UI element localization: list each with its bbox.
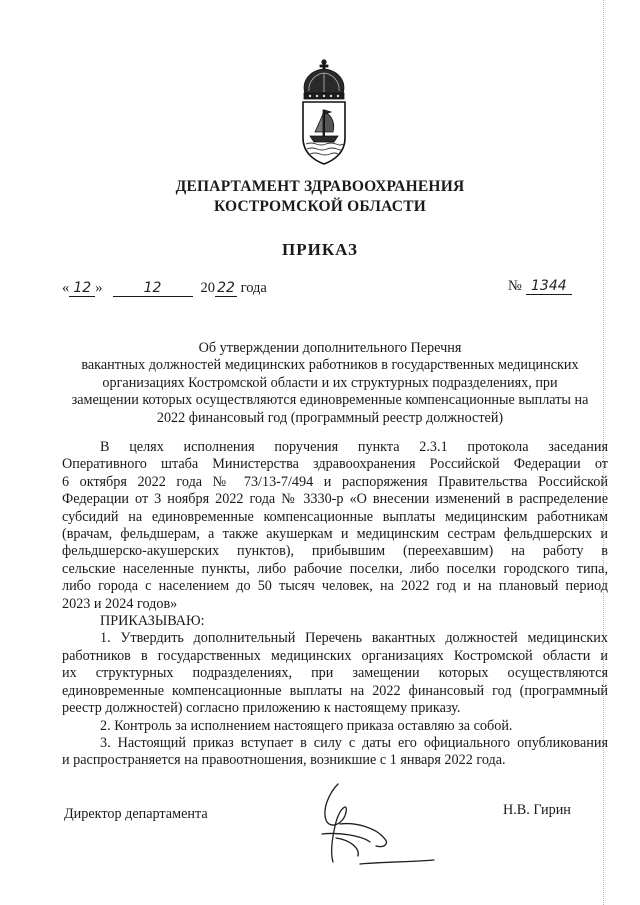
- handwritten-month: 12: [113, 281, 193, 297]
- subject-line: замещении которых осуществляются единовременные компенсационные выплаты на: [71, 392, 589, 409]
- handwritten-day: 12: [69, 281, 95, 297]
- signatory-position: Директор департамента: [64, 806, 208, 822]
- document-type-title: ПРИКАЗ: [282, 240, 358, 259]
- order-item-3: [62, 735, 608, 770]
- item-line: и распространяется на правоотношения, возникшие с 1 января 2022 года.: [62, 752, 506, 769]
- preamble-line: либо города с населением до 50 тысяч человек, на 2022 год и на плановый период: [62, 578, 608, 595]
- order-subject: [62, 340, 598, 427]
- item-line: 1. Утвердить дополнительный Перечень вакантных должностей медицинских: [100, 630, 608, 647]
- order-item-1: [62, 630, 608, 717]
- preamble-line: В целях исполнения поручения пункта 2.3.1 протокола заседания: [100, 439, 608, 455]
- subject-line: 2022 финансовый год (программный реестр должностей): [156, 409, 504, 426]
- item-line: единовременные компенсационные выплаты на 2022 финансовый год (программный: [62, 682, 608, 699]
- order-body: [62, 439, 608, 770]
- preamble-line: сельские населенные пункты, либо рабочие поселки, либо поселки городского типа,: [62, 560, 608, 577]
- subject-line: вакантных должностей медицинских работников в государственных медицинских: [81, 357, 579, 374]
- subject-line: организациях Костромской области и их структурных подразделениях, при: [102, 374, 558, 391]
- coat-of-arms-icon: [293, 58, 355, 166]
- item-line: 3. Настоящий приказ вступает в силу с даты его официального опубликования: [100, 734, 608, 751]
- preamble-line: Федерации от 3 ноября 2022 года № 3330-р «О внесении изменений в распределение: [62, 491, 608, 508]
- date-quote-open: «: [62, 280, 70, 296]
- department-name-line2: КОСТРОМСКОЙ ОБЛАСТИ: [213, 198, 426, 215]
- preamble-line: 6 октября 2022 года № 73/13-7/494 и распоряжения Правительства Российской: [62, 473, 608, 490]
- preamble-line: 2023 и 2024 годов»: [62, 595, 178, 612]
- department-name-line1: ДЕПАРТАМЕНТ ЗДРАВООХРАНЕНИЯ: [175, 178, 465, 195]
- signatory-name: Н.В. Гирин: [503, 802, 571, 818]
- order-date: [62, 280, 267, 297]
- year-word: года: [240, 280, 267, 296]
- handwritten-year: 22: [215, 281, 237, 297]
- preamble-line: фельдшерско-акушерских пунктов), прибывшим (переехавшим) на работу в: [62, 543, 608, 560]
- handwritten-signature-icon: [300, 778, 440, 878]
- item-line: реестр должностей) согласно приложению к настоящему приказу.: [62, 700, 461, 717]
- preamble-line: Оперативного штаба Министерства здравоохранения Российской Федерации от: [62, 456, 608, 473]
- order-item-2: 2. Контроль за исполнением настоящего приказа оставляю за собой.: [100, 717, 513, 734]
- item-line: работников в государственных медицинских организациях Костромской области и: [62, 647, 608, 664]
- date-quote-close: »: [95, 280, 103, 296]
- order-verb: ПРИКАЗЫВАЮ:: [100, 613, 205, 630]
- preamble-paragraph: [62, 439, 608, 613]
- item-line: их структурных подразделениях, при замещении которых осуществляются: [62, 665, 608, 682]
- preamble-line: (врачам, фельдшерам, а также акушеркам и медицинским сестрам фельдшерских и: [62, 526, 608, 543]
- subject-line: Об утверждении дополнительного Перечня: [198, 340, 462, 356]
- year-prefix: 20: [200, 280, 215, 296]
- preamble-line: субсидий на единовременные компенсационные выплаты медицинским работникам: [62, 508, 608, 525]
- order-number: [508, 278, 572, 295]
- handwritten-order-number: 1344: [526, 279, 572, 295]
- number-sign: №: [508, 278, 522, 294]
